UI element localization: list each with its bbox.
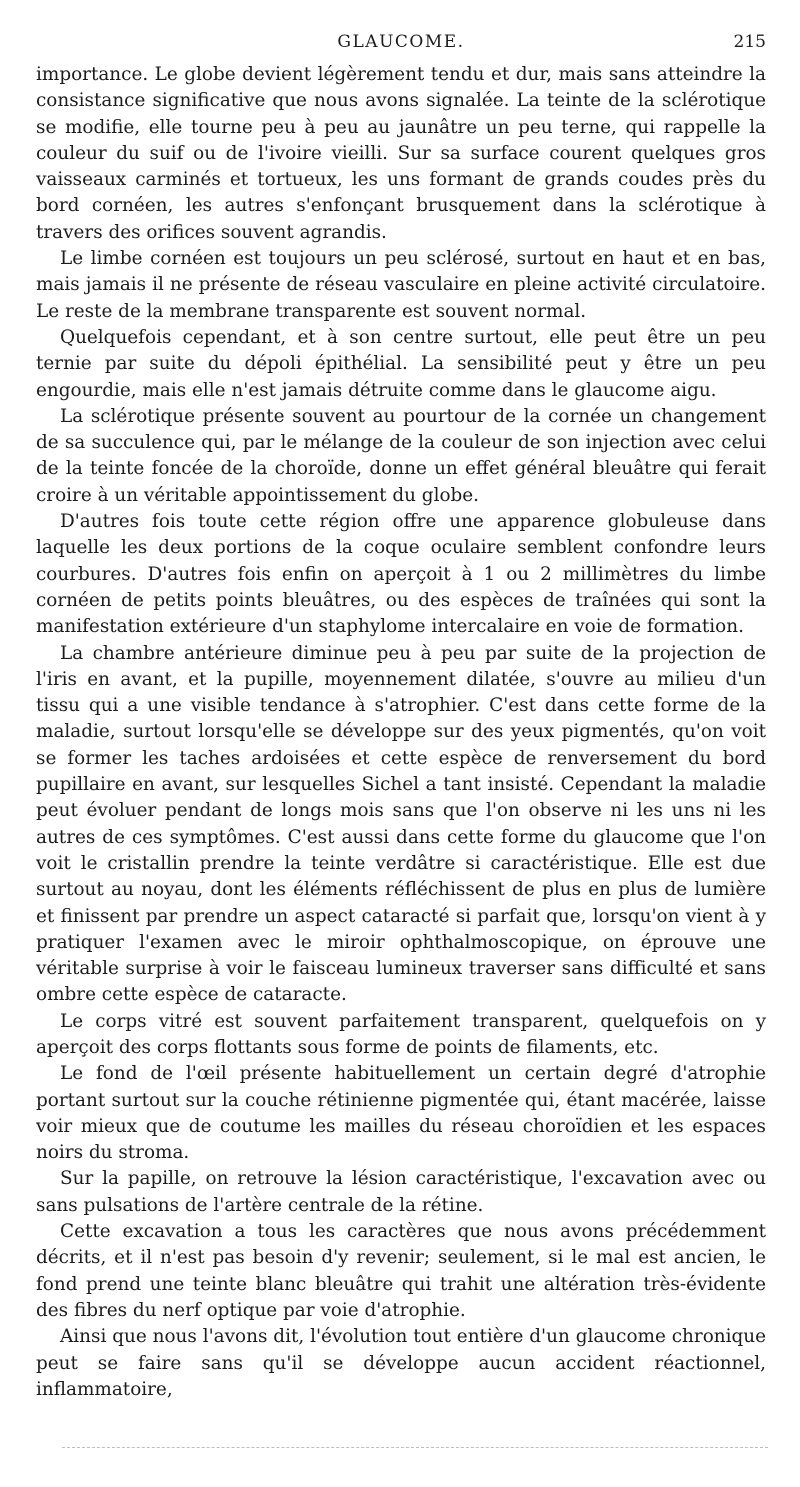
- book-page: [36, 26, 766, 1403]
- page-number: 215: [733, 32, 766, 52]
- paragraph-11: Ainsi que nous l'avons dit, l'évolution tout entière d'un glaucome chronique peut se faire sans qu'il se développe aucun accident réactionnel, inflammatoire,: [36, 1326, 766, 1400]
- paragraph-5: D'autres fois toute cette région offre une apparence globuleuse dans laquelle les deux portions de la coque oculaire semblent confondre leurs courbures. D'autres fois enfin on aperçoit à 1 ou 2 millimètres du limbe cornéen de petits points bleuâtres, ou des espèces de traînées qui sont la manifestation extérieure d'un staphylome intercalaire en voie de formation.: [36, 511, 766, 638]
- paragraph-4: La sclérotique présente souvent au pourtour de la cornée un changement de sa succulence qui, par le mélange de la couleur de son injection avec celui de la teinte foncée de la choroïde, donne un effet général bleuâtre qui ferait croire à un véritable appointissement du globe.: [36, 405, 766, 506]
- paragraph-8: Le fond de l'œil présente habituellement un certain degré d'atrophie portant surtout sur la couche rétinienne pigmentée qui, étant macérée, laisse voir mieux que de coutume les mailles du réseau choroïdien et les espaces noirs du stroma.: [36, 1063, 766, 1164]
- paragraph-10: Cette excavation a tous les caractères que nous avons précédemment décrits, et il n'est pas besoin d'y revenir; seulement, si le mal est ancien, le fond prend une teinte blanc bleuâtre qui trahit une altération très-évidente des fibres du nerf optique par voie d'atrophie.: [36, 1221, 766, 1321]
- paragraph-3: Quelquefois cependant, et à son centre surtout, elle peut être un peu ternie par suite du dépoli épithélial. La sensibilité peut y être un peu engourdie, mais elle n'est jamais détruite comme dans le glaucome aigu.: [36, 326, 766, 401]
- paragraph-6: La chambre antérieure diminue peu à peu par suite de la projection de l'iris en avant, et la pupille, moyennement dilatée, s'ouvre au milieu d'un tissu qui a une visible tendance à s'atrophier. C'est dans cette forme de la maladie, surtout lorsqu'elle se développe sur des yeux pigmentés, qu'on voit se former les taches ardoisées et cette espèce de renversement du bord pupillaire en avant, sur lesquelles Sichel a tant insisté. Cependant la maladie peut évoluer pendant de longs mois sans que l'on observe ni les uns ni les autres de ces symptômes. C'est aussi dans cette forme du glaucome que l'on voit le cristallin prendre la teinte verdâtre si caractéristique. Elle est due surtout au noyau, dont les éléments réfléchissent de plus en plus de lumière et finissent par prendre un aspect cataracté si parfait que, lorsqu'on vient à y pratiquer l'examen avec le miroir ophthalmoscopique, on éprouve une véritable surprise à voir le faisceau lumineux traverser sans difficulté et sans ombre cette espèce de cataracte.: [36, 642, 766, 1006]
- paragraph-7: Le corps vitré est souvent parfaitement transparent, quelquefois on y aperçoit des corps flottants sous forme de points de filaments, etc.: [36, 1010, 766, 1058]
- paragraph-2: Le limbe cornéen est toujours un peu sclérosé, surtout en haut et en bas, mais jamais il ne présente de réseau vasculaire en pleine activité circulatoire. Le reste de la membrane transparente est souvent normal.: [36, 248, 766, 322]
- running-title: GLAUCOME.: [337, 32, 465, 52]
- paragraph-9: Sur la papille, on retrouve la lésion caractéristique, l'excavation avec ou sans pulsations de l'artère centrale de la rétine.: [36, 1168, 766, 1216]
- page-header: [36, 26, 766, 62]
- paragraph-1: importance. Le globe devient légèrement tendu et dur, mais sans atteindre la consistance significative que nous avons signalée. La teinte de la sclérotique se modifie, elle tourne peu à peu au jaunâtre un peu terne, qui rappelle la couleur du suif ou de l'ivoire vieilli. Sur sa surface courent quelques gros vaisseaux carminés et tortueux, les uns formant de grands coudes près du bord cornéen, les autres s'enfonçant brusquement dans la sclérotique à travers des orifices souvent agrandis.: [36, 64, 766, 243]
- bottom-rule: [62, 1447, 768, 1448]
- body-text: [36, 62, 766, 1403]
